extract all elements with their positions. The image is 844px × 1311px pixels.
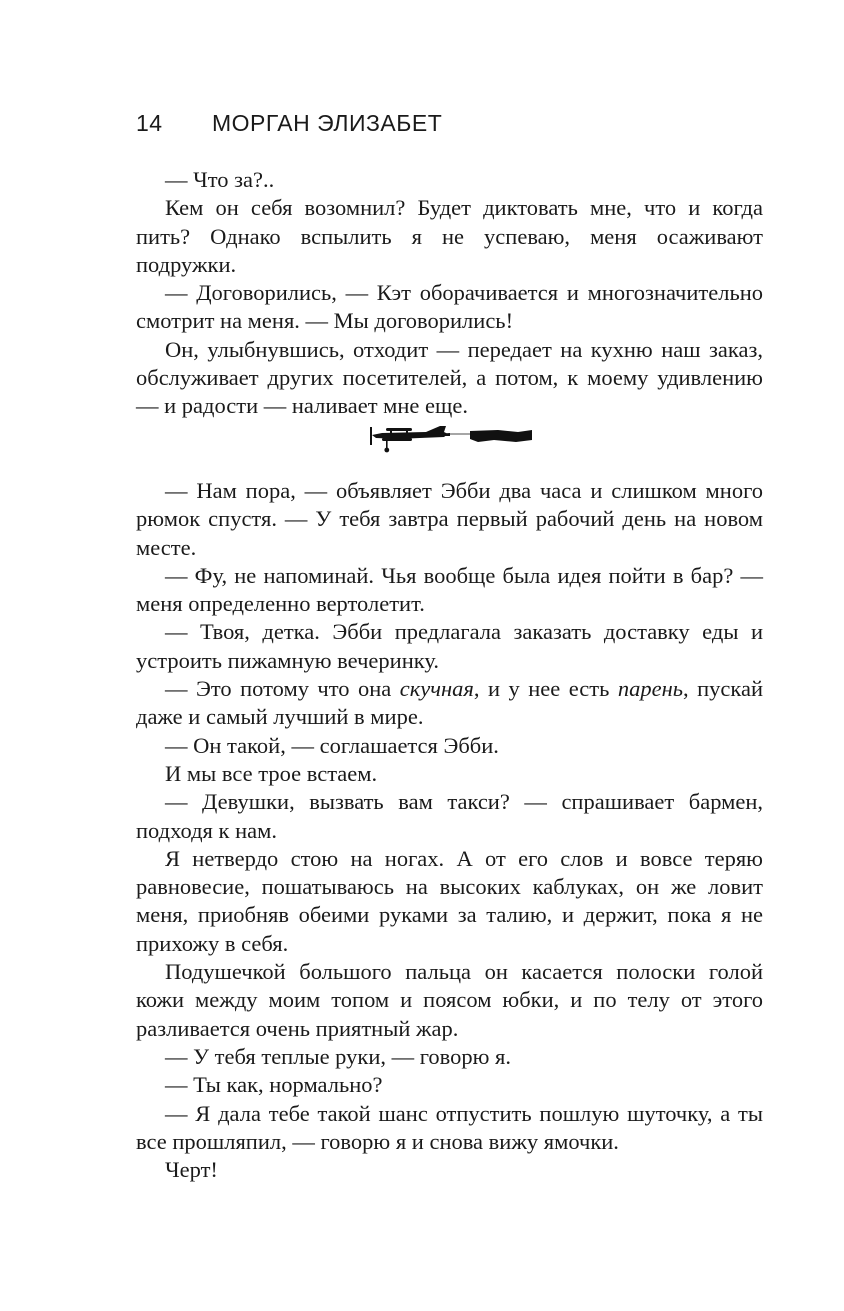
running-head: [136, 108, 442, 138]
paragraph: — Он такой, — соглашается Эбби.: [165, 732, 499, 758]
text-block-before-break: [136, 166, 763, 421]
paragraph: Черт!: [165, 1157, 218, 1183]
page-number: 14: [136, 110, 163, 136]
paragraph: — Твоя, детка. Эбби предлагала заказать доставку еды и устроить пижамную вечеринку.: [136, 619, 763, 673]
paragraph: — У тебя теплые руки, — говорю я.: [165, 1043, 512, 1069]
paragraph: — Что за?..: [165, 167, 275, 192]
paragraph: Я нетвердо стою на ногах. А от его слов и вовсе теряю равновесие, пошатываюсь на высоких каблуках, он же ловит меня, приобняв обеими руками за талию, и держит, пока я не прихожу в себя.: [136, 845, 763, 956]
text-run: — Это потому что она: [165, 676, 400, 702]
italic-text: парень: [617, 676, 683, 702]
paragraph: — Нам пора, — объявляет Эбби два часа и слишком много рюмок спустя. — У тебя завтра первый рабочий день на новом месте.: [136, 478, 763, 560]
text-block-after-break: [136, 477, 763, 1184]
paragraph: И мы все трое встаем.: [165, 760, 378, 786]
author-name: МОРГАН ЭЛИЗАБЕТ: [212, 110, 443, 136]
paragraph: — Фу, не напоминай. Чья вообще была идея пойти в бар? — меня определенно вертолетит.: [136, 562, 763, 617]
airplane-with-banner-icon: [366, 420, 536, 460]
paragraph: Он, улыбнувшись, отходит — передает на кухню наш заказ, обслуживает других посетителей, а потом, к моему удивлению — и радости — наливает мне еще.: [136, 336, 763, 419]
paragraph: [136, 675, 763, 732]
paragraph: — Я дала тебе такой шанс отпустить пошлую шуточку, а ты все прошляпил, — говорю я и снова вижу ямочки.: [136, 1100, 763, 1154]
paragraph: — Ты как, нормально?: [165, 1072, 383, 1098]
text-run: , и у нее есть: [473, 676, 618, 702]
paragraph: Подушечкой большого пальца он касается полоски голой кожи между моим топом и поясом юбки, и по телу от этого разливается очень приятный жар.: [136, 959, 763, 1041]
italic-text: скучная: [399, 676, 474, 702]
paragraph: Кем он себя возомнил? Будет диктовать мне, что и когда пить? Однако вспылить я не успеваю, меня осаживают подружки.: [136, 195, 763, 277]
text-run: , пускай даже и самый лучший в мире.: [136, 676, 763, 730]
paragraph: — Договорились, — Кэт оборачивается и многозначительно смотрит на меня. — Мы договорились!: [136, 280, 763, 334]
paragraph: — Девушки, вызвать вам такси? — спрашивает бармен, подходя к нам.: [136, 789, 763, 843]
